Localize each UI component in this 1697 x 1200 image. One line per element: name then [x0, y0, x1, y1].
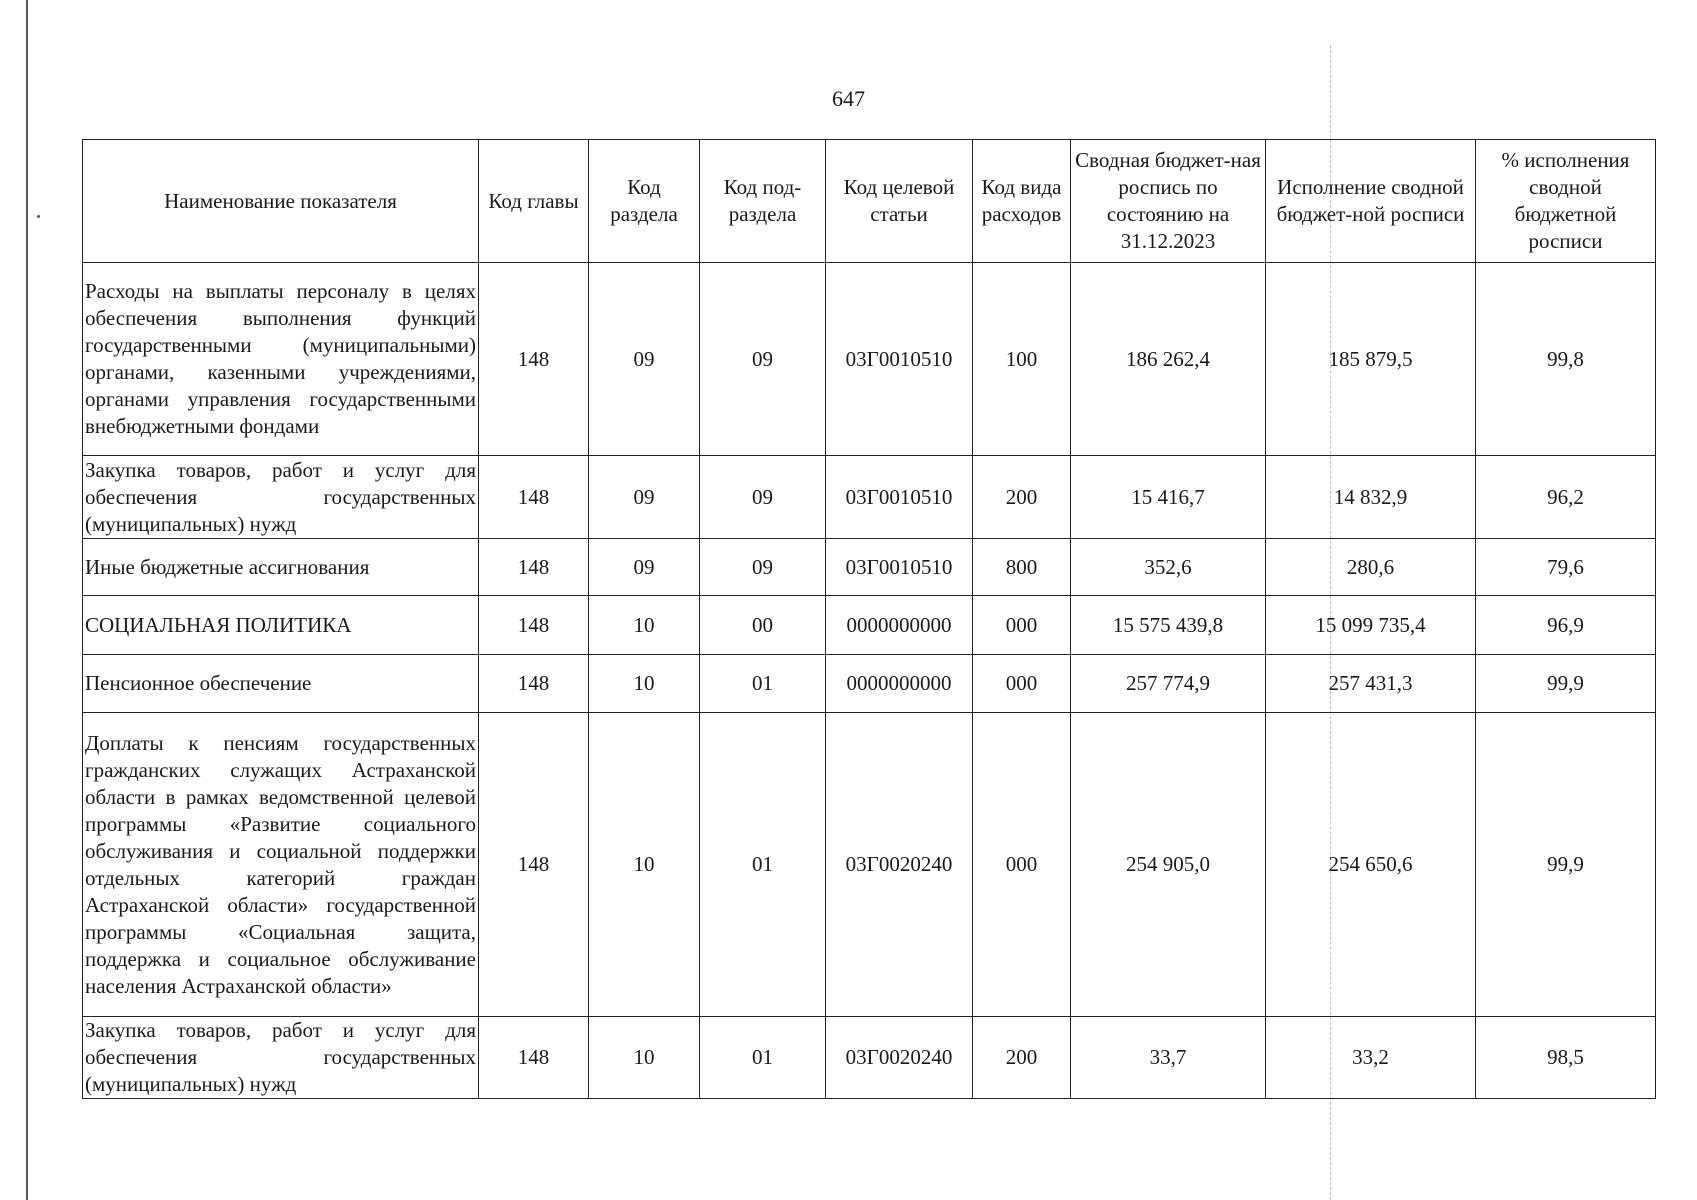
row-expense-type-code: 800: [973, 539, 1071, 596]
row-planned-amount: 254 905,0: [1071, 713, 1266, 1017]
header-chapter-code: Код главы: [479, 140, 589, 263]
row-section-code: 10: [589, 713, 700, 1017]
row-subsection-code: 00: [700, 596, 826, 655]
row-chapter-code: 148: [479, 655, 589, 713]
row-indicator-name: СОЦИАЛЬНАЯ ПОЛИТИКА: [83, 596, 479, 655]
table-row: [83, 713, 1656, 1017]
row-section-code: 10: [589, 1017, 700, 1099]
row-indicator-name: Закупка товаров, работ и услуг для обеспечения государственных (муниципальных) нужд: [83, 1017, 479, 1099]
row-expense-type-code: 200: [973, 456, 1071, 539]
row-indicator-name: Расходы на выплаты персоналу в целях обеспечения выполнения функций государственными (муниципальными) органами, казенными учреждениями, органами управления государственными внебюджетными фондами: [83, 263, 479, 456]
header-expense-type-code: Код вида расходов: [973, 140, 1071, 263]
row-planned-amount: 257 774,9: [1071, 655, 1266, 713]
row-planned-amount: 352,6: [1071, 539, 1266, 596]
row-execution-percent: 96,2: [1476, 456, 1656, 539]
row-section-code: 09: [589, 539, 700, 596]
row-subsection-code: 01: [700, 1017, 826, 1099]
row-execution-percent: 99,9: [1476, 655, 1656, 713]
row-expense-type-code: 100: [973, 263, 1071, 456]
row-target-code: 03Г0010510: [826, 539, 973, 596]
header-subsection-code: Код под-раздела: [700, 140, 826, 263]
row-section-code: 09: [589, 456, 700, 539]
row-execution-percent: 96,9: [1476, 596, 1656, 655]
row-subsection-code: 09: [700, 263, 826, 456]
row-chapter-code: 148: [479, 263, 589, 456]
table-row: [83, 655, 1656, 713]
scan-left-edge: [26, 0, 28, 1200]
table-header: [83, 140, 1656, 263]
row-target-code: 03Г0020240: [826, 1017, 973, 1099]
budget-execution-table: [82, 139, 1656, 1099]
row-section-code: 10: [589, 596, 700, 655]
header-section-code: Код раздела: [589, 140, 700, 263]
row-executed-amount: 15 099 735,4: [1266, 596, 1476, 655]
header-executed-budget: Исполнение сводной бюджет-ной росписи: [1266, 140, 1476, 263]
row-section-code: 09: [589, 263, 700, 456]
row-target-code: 0000000000: [826, 655, 973, 713]
row-planned-amount: 15 416,7: [1071, 456, 1266, 539]
row-target-code: 03Г0010510: [826, 263, 973, 456]
row-execution-percent: 98,5: [1476, 1017, 1656, 1099]
header-row: [83, 140, 1656, 263]
row-executed-amount: 280,6: [1266, 539, 1476, 596]
row-indicator-name: Закупка товаров, работ и услуг для обеспечения государственных (муниципальных) нужд: [83, 456, 479, 539]
row-indicator-name: Пенсионное обеспечение: [83, 655, 479, 713]
row-target-code: 0000000000: [826, 596, 973, 655]
row-execution-percent: 79,6: [1476, 539, 1656, 596]
table-body: [83, 263, 1656, 1099]
row-executed-amount: 257 431,3: [1266, 655, 1476, 713]
row-expense-type-code: 000: [973, 596, 1071, 655]
row-subsection-code: 09: [700, 539, 826, 596]
header-planned-budget: Сводная бюджет-ная роспись по состоянию на 31.12.2023: [1071, 140, 1266, 263]
row-expense-type-code: 000: [973, 655, 1071, 713]
row-subsection-code: 01: [700, 713, 826, 1017]
row-subsection-code: 09: [700, 456, 826, 539]
row-expense-type-code: 000: [973, 713, 1071, 1017]
row-indicator-name: Доплаты к пенсиям государственных гражданских служащих Астраханской области в рамках ведомственной целевой программы «Развитие социального обслуживания и социальной поддержки отдельных категорий граждан Астраханской области» государственной программы «Социальная защита, поддержка и социальное обслуживание населения Астраханской области»: [83, 713, 479, 1017]
row-target-code: 03Г0020240: [826, 713, 973, 1017]
table-row: [83, 596, 1656, 655]
row-execution-percent: 99,8: [1476, 263, 1656, 456]
row-chapter-code: 148: [479, 539, 589, 596]
header-target-code: Код целевой статьи: [826, 140, 973, 263]
row-target-code: 03Г0010510: [826, 456, 973, 539]
row-execution-percent: 99,9: [1476, 713, 1656, 1017]
row-chapter-code: 148: [479, 456, 589, 539]
table-row: [83, 456, 1656, 539]
table-row: [83, 539, 1656, 596]
header-execution-percent: % исполнения сводной бюджетной росписи: [1476, 140, 1656, 263]
row-planned-amount: 186 262,4: [1071, 263, 1266, 456]
row-section-code: 10: [589, 655, 700, 713]
table-row: [83, 263, 1656, 456]
scan-speck: [37, 215, 40, 218]
row-chapter-code: 148: [479, 1017, 589, 1099]
page-number: 647: [832, 86, 865, 111]
row-planned-amount: 33,7: [1071, 1017, 1266, 1099]
row-chapter-code: 148: [479, 713, 589, 1017]
row-executed-amount: 33,2: [1266, 1017, 1476, 1099]
row-chapter-code: 148: [479, 596, 589, 655]
table-row: [83, 1017, 1656, 1099]
header-indicator-name: Наименование показателя: [83, 140, 479, 263]
row-subsection-code: 01: [700, 655, 826, 713]
row-executed-amount: 254 650,6: [1266, 713, 1476, 1017]
row-planned-amount: 15 575 439,8: [1071, 596, 1266, 655]
row-expense-type-code: 200: [973, 1017, 1071, 1099]
row-indicator-name: Иные бюджетные ассигнования: [83, 539, 479, 596]
row-executed-amount: 185 879,5: [1266, 263, 1476, 456]
row-executed-amount: 14 832,9: [1266, 456, 1476, 539]
